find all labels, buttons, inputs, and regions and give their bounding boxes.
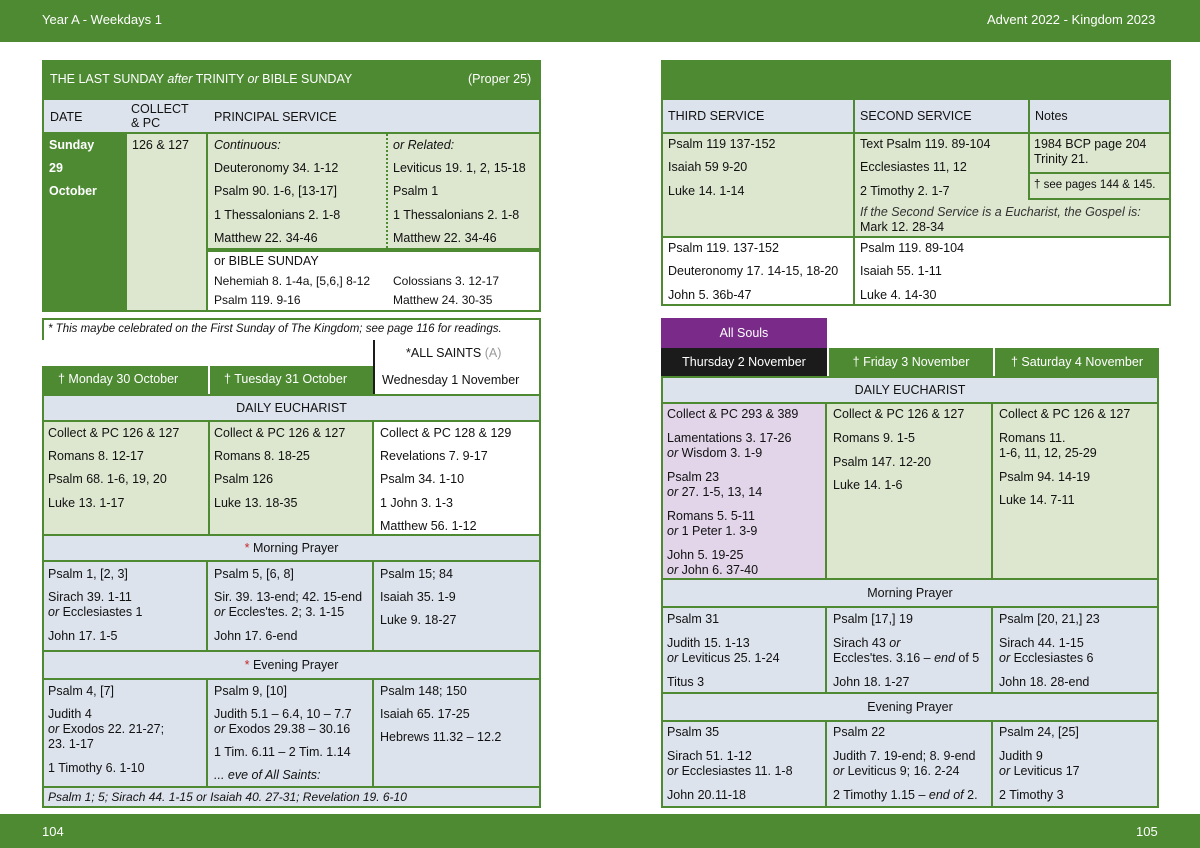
euch-thu: Collect & PC 293 & 389: [667, 407, 799, 421]
notes-line: † see pages 144 & 145.: [1034, 179, 1156, 191]
date-month: October: [49, 184, 97, 198]
mp-reading: Psalm 31: [667, 612, 720, 626]
euch-thu: Psalm 23: [667, 470, 720, 484]
day-monday: † Monday 30 October: [42, 366, 208, 394]
day-saturday: † Saturday 4 November: [993, 348, 1159, 376]
mp-reading: Sirach 39. 1-11: [48, 590, 132, 604]
ep-reading: or Leviticus 17: [999, 764, 1080, 778]
eve-readings: Psalm 1; 5; Sirach 44. 1-15 or Isaiah 40. 27-31; Revelation 19. 6-10: [48, 790, 407, 804]
mp-reading: Psalm [17,] 19: [833, 612, 913, 626]
col-third: THIRD SERVICE: [668, 109, 765, 123]
sunday-table: [42, 60, 541, 312]
euch-fri: Psalm 147. 12-20: [833, 455, 931, 469]
third-reading: Isaiah 59 9-20: [668, 160, 748, 174]
ep-reading: John 20.11-18: [667, 788, 746, 802]
bible-reading: Psalm 119. 9-16: [214, 293, 301, 307]
euch-sat: Collect & PC 126 & 127: [999, 407, 1131, 421]
mp-reading: John 18. 1-27: [833, 675, 910, 689]
day-thursday: Thursday 2 November: [661, 348, 827, 376]
euch-mon: Psalm 68. 1-6, 19, 20: [48, 472, 167, 486]
header-left: Year A - Weekdays 1: [42, 12, 162, 27]
mp-reading: John 17. 1-5: [48, 629, 118, 643]
ep-reading: Judith 5.1 – 6.4, 10 – 7.7: [214, 707, 352, 721]
euch-thu: Lamentations 3. 17-26: [667, 431, 792, 445]
euch-sat: 1-6, 11, 12, 25-29: [999, 446, 1097, 460]
all-souls-header: All Souls: [661, 318, 827, 348]
col-notes: Notes: [1035, 109, 1068, 123]
day-wednesday: Wednesday 1 November: [382, 373, 520, 387]
bible-reading: Nehemiah 8. 1-4a, [5,6,] 8-12: [214, 274, 371, 288]
collect-value: 126 & 127: [132, 138, 189, 152]
cont-reading: Deuteronomy 34. 1-12: [214, 161, 339, 175]
date-number: 29: [49, 161, 63, 175]
proper-number: (Proper 25): [468, 72, 532, 86]
mp-reading: Titus 3: [667, 675, 705, 689]
eucharist-gospel: Mark 12. 28-34: [860, 220, 945, 234]
mp-reading: Sirach 43 or: [833, 636, 901, 650]
mp-reading: John 18. 28-end: [999, 675, 1090, 689]
eucharist-note: If the Second Service is a Eucharist, the Gospel is:: [860, 205, 1141, 219]
note-text: * This maybe celebrated on the First Sunday of The Kingdom; see page 116 for readings.: [48, 323, 502, 335]
ep-reading: Psalm 4, [7]: [48, 684, 114, 698]
euch-sat: Luke 14. 7-11: [999, 493, 1075, 507]
mp-reading: Psalm 5, [6, 8]: [214, 567, 294, 581]
euch-thu: or 1 Peter 1. 3-9: [667, 524, 758, 538]
ep-reading: or Leviticus 9; 16. 2-24: [833, 764, 960, 778]
rel-reading: 1 Thessalonians 2. 1-8: [393, 208, 520, 222]
ep-reading: or Exodos 29.38 – 30.16: [214, 722, 351, 736]
euch-sat: Romans 11.: [999, 431, 1066, 445]
euch-tue: Romans 8. 18-25: [214, 449, 310, 463]
second-reading: Ecclesiastes 11, 12: [860, 160, 967, 174]
all-saints-label: *ALL SAINTS (A): [406, 346, 502, 360]
euch-fri: Collect & PC 126 & 127: [833, 407, 965, 421]
ep-reading: 23. 1-17: [48, 737, 94, 751]
second-reading-2: Psalm 119. 89-104: [860, 241, 964, 255]
mp-reading: or Eccles'tes. 2; 3. 1-15: [214, 605, 345, 619]
col-collect-pc: & PC: [131, 116, 161, 130]
notes-line: Trinity 21.: [1034, 152, 1089, 166]
mp-reading: or Ecclesiastes 1: [48, 605, 143, 619]
mp-reading: Isaiah 35. 1-9: [380, 590, 456, 604]
col-date: DATE: [50, 110, 83, 124]
notes-line: 1984 BCP page 204: [1034, 137, 1147, 151]
third-reading-2: Deuteronomy 17. 14-15, 18-20: [668, 264, 839, 278]
ep-reading: or Exodos 22. 21-27;: [48, 722, 165, 736]
mp-reading: Psalm [20, 21,] 23: [999, 612, 1100, 626]
third-reading-2: Psalm 119. 137-152: [668, 241, 779, 255]
euch-thu: or Wisdom 3. 1-9: [667, 446, 763, 460]
euch-wed: Collect & PC 128 & 129: [380, 426, 512, 440]
sunday-title-bar: [42, 60, 541, 98]
bible-sunday-label: or BIBLE SUNDAY: [214, 254, 319, 268]
euch-fri: Luke 14. 1-6: [833, 478, 903, 492]
ep-reading: 1 Tim. 6.11 – 2 Tim. 1.14: [214, 745, 351, 759]
euch-mon: Romans 8. 12-17: [48, 449, 144, 463]
ep-reading: Judith 9: [999, 749, 1043, 763]
rel-reading: Psalm 1: [393, 184, 439, 198]
date-day: Sunday: [49, 138, 95, 152]
daily-eucharist-header: DAILY EUCHARIST: [42, 394, 541, 422]
services-table: [661, 60, 1171, 306]
ep-reading: Judith 4: [48, 707, 92, 721]
footer-band: [0, 814, 1200, 848]
mp-reading: Sir. 39. 13-end; 42. 15-end: [214, 590, 363, 604]
ep-reading: Psalm 9, [10]: [214, 684, 287, 698]
ep-reading: 2 Timothy 3: [999, 788, 1064, 802]
euch-tue: Luke 13. 18-35: [214, 496, 298, 510]
second-reading: 2 Timothy 2. 1-7: [860, 184, 950, 198]
rel-reading: Leviticus 19. 1, 2, 15-18: [393, 161, 526, 175]
euch-tue: Collect & PC 126 & 127: [214, 426, 346, 440]
page-number-left: 104: [42, 824, 64, 839]
euch-tue: Psalm 126: [214, 472, 274, 486]
ep-reading: Sirach 51. 1-12: [667, 749, 752, 763]
mp-reading: Luke 9. 18-27: [380, 613, 457, 627]
daily-eucharist-header-right: DAILY EUCHARIST: [661, 376, 1159, 404]
bible-reading: Matthew 24. 30-35: [393, 293, 493, 307]
ep-reading: or Ecclesiastes 11. 1-8: [667, 764, 793, 778]
sunday-title: THE LAST SUNDAY after TRINITY or BIBLE SUNDAY: [50, 72, 353, 86]
euch-sat: Psalm 94. 14-19: [999, 470, 1091, 484]
rel-reading: Matthew 22. 34-46: [393, 231, 497, 245]
evening-prayer-header: * Evening Prayer: [42, 652, 541, 680]
ep-reading: Psalm 35: [667, 725, 720, 739]
euch-wed: Matthew 56. 1-12: [380, 519, 477, 533]
continuous-label: Continuous:: [214, 138, 281, 152]
col-second: SECOND SERVICE: [860, 109, 972, 123]
euch-mon: Collect & PC 126 & 127: [48, 426, 180, 440]
ep-reading: Psalm 148; 150: [380, 684, 467, 698]
euch-wed: Revelations 7. 9-17: [380, 449, 488, 463]
eve-of-all-saints: ... eve of All Saints:: [214, 768, 321, 782]
mp-reading: Judith 15. 1-13: [667, 636, 750, 650]
mp-reading: Eccles'tes. 3.16 – end of 5: [833, 651, 980, 665]
right-week-table: [661, 318, 1159, 808]
cont-reading: 1 Thessalonians 2. 1-8: [214, 208, 341, 222]
mp-reading: or Leviticus 25. 1-24: [667, 651, 780, 665]
evening-prayer-header-right: Evening Prayer: [661, 694, 1159, 722]
mp-reading: Psalm 15; 84: [380, 567, 453, 581]
dotted-divider: [386, 134, 388, 248]
bible-reading: Colossians 3. 12-17: [393, 274, 500, 288]
second-reading-2: Luke 4. 14-30: [860, 288, 937, 302]
ep-reading: Isaiah 65. 17-25: [380, 707, 470, 721]
euch-thu: Romans 5. 5-11: [667, 509, 756, 523]
second-reading-2: Isaiah 55. 1-11: [860, 264, 942, 278]
header-band: [0, 0, 1200, 42]
euch-wed: Psalm 34. 1-10: [380, 472, 465, 486]
collect-column: [125, 134, 208, 312]
day-tuesday: † Tuesday 31 October: [208, 366, 373, 394]
third-reading-2: John 5. 36b-47: [668, 288, 752, 302]
ep-reading: Psalm 24, [25]: [999, 725, 1079, 739]
euch-thu: John 5. 19-25: [667, 548, 744, 562]
left-week-table: [42, 340, 541, 808]
header-right: Advent 2022 - Kingdom 2023: [987, 12, 1156, 27]
euch-thu: or John 6. 37-40: [667, 563, 759, 577]
morning-prayer-header-right: Morning Prayer: [661, 580, 1159, 608]
second-reading: Text Psalm 119. 89-104: [860, 137, 991, 151]
col-principal: PRINCIPAL SERVICE: [214, 110, 337, 124]
euch-wed: 1 John 3. 1-3: [380, 496, 453, 510]
col-collect: COLLECT: [131, 102, 189, 116]
euch-fri: Romans 9. 1-5: [833, 431, 915, 445]
ep-reading: Judith 7. 19-end; 8. 9-end: [833, 749, 976, 763]
cont-reading: Psalm 90. 1-6, [13-17]: [214, 184, 337, 198]
mp-reading: Psalm 1, [2, 3]: [48, 567, 128, 581]
related-label: or Related:: [393, 138, 455, 152]
ep-reading: 2 Timothy 1.15 – end of 2.: [833, 788, 978, 802]
ep-reading: Hebrews 11.32 – 12.2: [380, 730, 502, 744]
euch-thu: or 27. 1-5, 13, 14: [667, 485, 763, 499]
services-title-bar: [661, 60, 1171, 98]
mp-reading: Sirach 44. 1-15: [999, 636, 1084, 650]
morning-prayer-header: * Morning Prayer: [42, 536, 541, 562]
third-reading: Psalm 119 137-152: [668, 137, 776, 151]
cont-reading: Matthew 22. 34-46: [214, 231, 318, 245]
page-number-right: 105: [1136, 824, 1158, 839]
day-friday: † Friday 3 November: [827, 348, 993, 376]
mp-reading: John 17. 6-end: [214, 629, 298, 643]
third-reading: Luke 14. 1-14: [668, 184, 745, 198]
euch-mon: Luke 13. 1-17: [48, 496, 125, 510]
mp-reading: or Ecclesiastes 6: [999, 651, 1094, 665]
ep-reading: Psalm 22: [833, 725, 886, 739]
ep-reading: 1 Timothy 6. 1-10: [48, 761, 145, 775]
